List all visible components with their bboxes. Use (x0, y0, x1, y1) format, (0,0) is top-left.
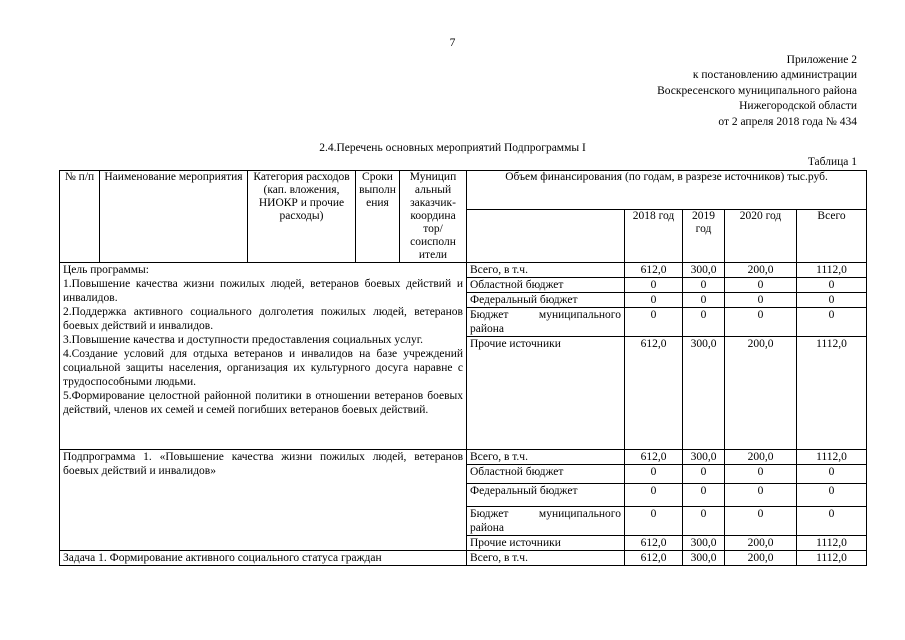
goal-item: 3.Повышение качества и доступности предоставления социальных услуг. (63, 334, 424, 346)
value-total: 1112,0 (797, 450, 867, 465)
subprogram-row (60, 450, 867, 465)
value-2020: 200,0 (725, 450, 797, 465)
header-2018: 2018 год (625, 210, 683, 263)
appendix-line: от 2 апреля 2018 года № 434 (718, 115, 857, 128)
value-2019: 0 (683, 278, 725, 293)
value-2020: 0 (725, 465, 797, 484)
header-num: № п/п (60, 171, 100, 263)
header-total: Всего (797, 210, 867, 263)
goal-label: Цель программы: (63, 264, 149, 276)
value-2019: 0 (683, 465, 725, 484)
header-empty-cell (467, 210, 625, 263)
value-total: 0 (797, 484, 867, 507)
value-2018: 612,0 (625, 337, 683, 450)
value-total: 1112,0 (797, 551, 867, 566)
header-category: Категория расходов (кап. вложения, НИОКР и прочие расходы) (248, 171, 356, 263)
value-2018: 612,0 (625, 263, 683, 278)
value-total: 0 (797, 507, 867, 536)
value-2019: 0 (683, 507, 725, 536)
value-2019: 300,0 (683, 551, 725, 566)
value-2019: 0 (683, 293, 725, 308)
value-2018: 612,0 (625, 551, 683, 566)
value-2020: 200,0 (725, 263, 797, 278)
appendix-line: Приложение 2 (786, 54, 857, 66)
value-2019: 300,0 (683, 263, 725, 278)
goal-item: 2.Поддержка активного социального долголетия пожилых людей, ветеранов боевых действий и инвалидов. (63, 306, 463, 332)
source-cell: Прочие источники (467, 536, 625, 551)
value-2020: 0 (725, 308, 797, 337)
appendix-line: к постановлению администрации (692, 69, 857, 82)
value-2018: 0 (625, 507, 683, 536)
header-financing: Объем финансирования (по годам, в разрезе источников) тыс.руб. (467, 171, 867, 210)
value-2020: 0 (725, 278, 797, 293)
source-cell: Федеральный бюджет (467, 293, 625, 308)
value-2020: 200,0 (725, 536, 797, 551)
source-cell: Бюджет муниципального района (467, 507, 625, 536)
value-2019: 300,0 (683, 536, 725, 551)
value-2019: 300,0 (683, 337, 725, 450)
value-2018: 0 (625, 484, 683, 507)
value-2020: 0 (725, 507, 797, 536)
goal-cell (60, 263, 467, 450)
value-total: 1112,0 (797, 263, 867, 278)
source-cell: Областной бюджет (467, 278, 625, 293)
value-2020: 200,0 (725, 551, 797, 566)
value-total: 1112,0 (797, 536, 867, 551)
goal-row (60, 263, 867, 278)
value-2018: 0 (625, 293, 683, 308)
value-2018: 612,0 (625, 450, 683, 465)
source-cell: Прочие источники (467, 337, 625, 450)
value-total: 1112,0 (797, 337, 867, 450)
appendix-line: Нижегородской области (739, 100, 857, 113)
subprogram-cell: Подпрограмма 1. «Повышение качества жизни пожилых людей, ветеранов боевых действий и инвалидов» (60, 450, 467, 551)
source-cell: Областной бюджет (467, 465, 625, 484)
header-name: Наименование мероприятия (100, 171, 248, 263)
task-cell: Задача 1. Формирование активного социального статуса граждан (60, 551, 467, 566)
source-cell: Всего, в т.ч. (467, 551, 625, 566)
goal-item: 1.Повышение качества жизни пожилых людей, ветеранов боевых действий и инвалидов. (63, 278, 463, 304)
appendix-block (657, 53, 857, 130)
goal-item: 5.Формирование целостной районной политики в отношении ветеранов боевых действий, членов их семей и семей погибших ветеранов боевых действий. (63, 390, 463, 416)
value-2020: 200,0 (725, 337, 797, 450)
value-2020: 0 (725, 484, 797, 507)
page-number: 7 (449, 37, 456, 49)
goal-item: 4.Создание условий для отдыха ветеранов и инвалидов на базе учреждений социальной защиты населения, организация их культурного досуга наравне с трудоспособными людьми. (63, 348, 463, 388)
value-2018: 612,0 (625, 536, 683, 551)
header-customer: Муницип альный заказчик-координа тор/ соисполн ители (400, 171, 467, 263)
value-2018: 0 (625, 278, 683, 293)
task-row (60, 551, 867, 566)
value-2019: 0 (683, 308, 725, 337)
value-2018: 0 (625, 465, 683, 484)
value-2019: 0 (683, 484, 725, 507)
header-2020: 2020 год (725, 210, 797, 263)
value-total: 0 (797, 308, 867, 337)
header-2019: 2019 год (683, 210, 725, 263)
value-2020: 0 (725, 293, 797, 308)
value-2019: 300,0 (683, 450, 725, 465)
value-total: 0 (797, 465, 867, 484)
source-cell: Всего, в т.ч. (467, 450, 625, 465)
document-title: 2.4.Перечень основных мероприятий Подпрограммы I (319, 142, 586, 154)
header-terms: Сроки выполн ения (356, 171, 400, 263)
value-2018: 0 (625, 308, 683, 337)
source-cell: Федеральный бюджет (467, 484, 625, 507)
source-cell: Бюджет муниципального района (467, 308, 625, 337)
value-total: 0 (797, 293, 867, 308)
value-total: 0 (797, 278, 867, 293)
table-label: Таблица 1 (807, 156, 857, 168)
header-row (60, 171, 867, 210)
appendix-line: Воскресенского муниципального района (657, 84, 857, 97)
measures-table (59, 170, 867, 566)
source-cell: Всего, в т.ч. (467, 263, 625, 278)
